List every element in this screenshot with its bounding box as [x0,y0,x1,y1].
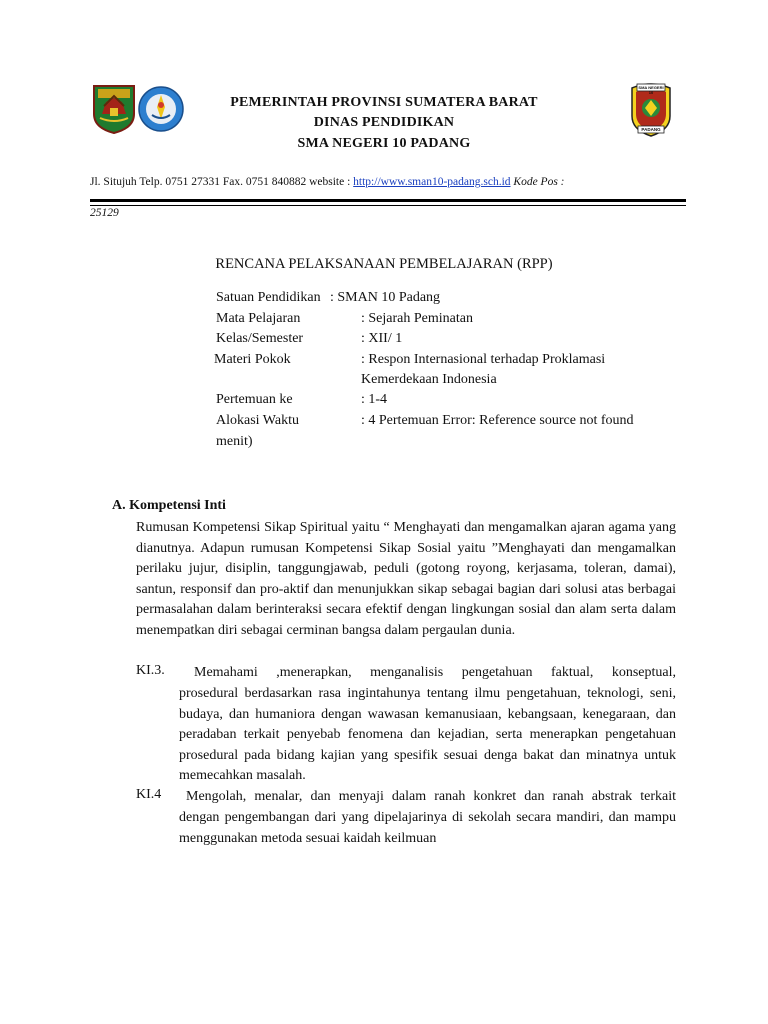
letterhead-line-1: PEMERINTAH PROVINSI SUMATERA BARAT [230,95,538,110]
field-value-alokasi: : 4 Pertemuan Error: Reference source not found [361,413,634,428]
letterhead-line-3: SMA NEGERI 10 PADANG [297,136,471,151]
field-label-satuan: Satuan Pendidikan [216,290,321,305]
ki3-body: prosedural berdasarkan rasa ingintahunya tentang ilmu pengetahuan, teknologi, seni, budaya, dan humaniora dengan wawasan kemanusiaan, kebangsaan, kenegaraan, dan peradaban terkait penyebab fenomena dan kejadian, serta menerapkan pengetahuan prosedural pada bidang kajian yang spesifik sesuai denga bakat dan minatnya untuk memecahkan masalah. [179,686,676,784]
document-title: RENCANA PELAKSANAAN PEMBELAJARAN (RPP) [215,256,553,272]
ki4-body: dengan pengembangan dari yang dipelajarinya di sekolah secara mandiri, dan mampu menggunakan metoda sesuai kaidah keilmuan [179,810,676,846]
logo-text-bottom: PADANG [641,127,661,132]
ki4-first-line: Mengolah, menalar, dan menyaji dalam ranah konkret dan ranah abstrak terkait [186,789,676,804]
field-value-satuan: : SMAN 10 Padang [330,290,441,305]
letterhead-rule-thin [90,205,686,206]
website-link[interactable]: http://www.sman10-padang.sch.id [353,176,511,188]
field-value-materi-cont: Kemerdekaan Indonesia [361,372,497,387]
ki4-label: KI.4 [136,787,162,802]
letterhead-line-2: DINAS PENDIDIKAN [313,115,455,130]
field-value-pertemuan: : 1-4 [361,392,388,407]
letterhead-rule-thick [90,199,686,202]
postcode: 25129 [90,207,119,219]
ki3-label: KI.3. [136,663,165,678]
field-value-materi: : Respon Internasional terhadap Proklamasi [361,352,606,367]
field-label-alokasi-cont: menit) [216,434,253,449]
section-a-heading: A. Kompetensi Inti [112,498,226,513]
field-label-alokasi: Alokasi Waktu [216,413,299,428]
ki3-first-line: Memahami ,menerapkan, menganalisis pengetahuan faktual, konseptual, [194,665,676,680]
field-label-pertemuan: Pertemuan ke [216,392,293,407]
section-a-intro: Rumusan Kompetensi Sikap Spiritual yaitu “ Menghayati dan mengamalkan ajaran agama yang dianutnya. Adapun rumusan Kompetensi Sikap Sosial yaitu ”Menghayati dan mengamalkan perilaku jujur, disiplin, tanggungjawab, peduli (gotong royong, kerjasama, toleran, damai), santun, responsif dan pro-aktif dan menunjukkan sikap sebagai bagian dari solusi atas berbagai permasalahan dalam berinteraksi secara efektif dengan lingkungan sosial dan alam serta dalam menempatkan diri sebagai cerminan bangsa dalam pergaulan dunia. [136,520,676,638]
kodepos-label: Kode Pos : [510,176,565,188]
field-label-kelas: Kelas/Semester [216,331,304,346]
address-line [90,176,565,188]
field-label-mapel: Mata Pelajaran [216,311,301,326]
address-text: Jl. Situjuh Telp. 0751 27331 Fax. 0751 840882 website : [90,176,354,188]
field-label-materi: Materi Pokok [214,352,291,367]
field-value-kelas: : XII/ 1 [361,331,403,346]
field-value-mapel: : Sejarah Peminatan [361,311,473,326]
logo-text-top: SMA NEGERI 10 [638,85,664,95]
